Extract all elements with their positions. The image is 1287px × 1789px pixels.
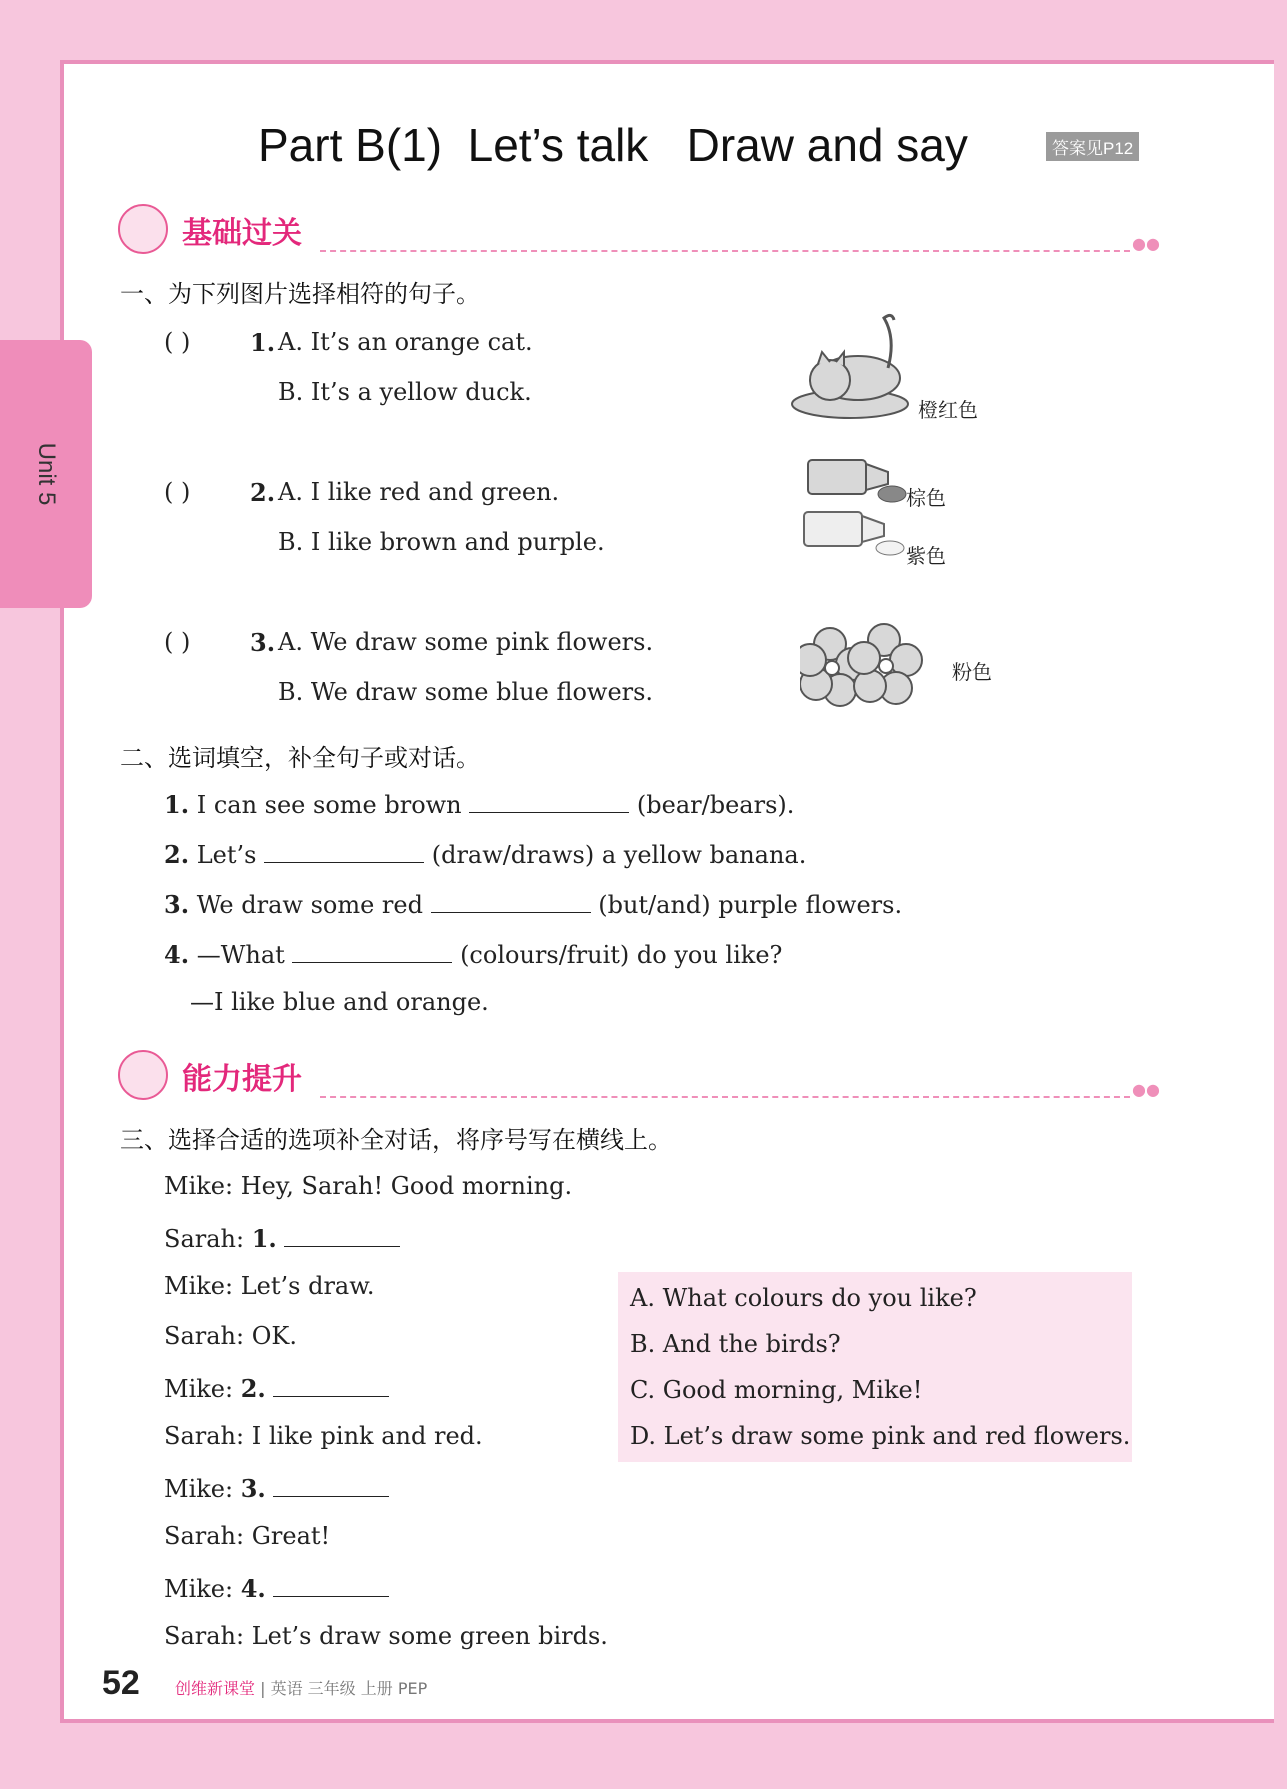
fill-item-4-number: 4. <box>164 940 190 969</box>
dialog-line-4 <box>164 1322 297 1350</box>
fill-item-3-choice: (but/and) purple flowers. <box>598 891 903 919</box>
dialog-line-1 <box>164 1172 572 1200</box>
fill-item-2 <box>164 838 806 869</box>
option-b: B. And the birds? <box>630 1330 841 1358</box>
dialog-speaker: Sarah: <box>164 1225 245 1253</box>
section2-title: 能力提升 <box>182 1062 302 1097</box>
fill-item-1 <box>164 788 794 819</box>
dialog-text: Great! <box>251 1522 331 1550</box>
dialog-text: Let’s draw some green birds. <box>251 1622 608 1650</box>
q1-option-b: B. It’s a yellow duck. <box>278 378 532 406</box>
dialog-speaker: Sarah: <box>164 1322 245 1350</box>
dialog-speaker: Sarah: <box>164 1522 245 1550</box>
dialog-text: Hey, Sarah! Good morning. <box>240 1172 573 1200</box>
fill-item-2-blank[interactable] <box>264 838 424 863</box>
dialog-blank-2[interactable] <box>273 1372 389 1397</box>
fill-item-1-text: I can see some brown <box>196 791 462 819</box>
fill-item-1-number: 1. <box>164 790 190 819</box>
dialog-line-5 <box>164 1372 389 1403</box>
dialog-speaker: Mike: <box>164 1375 234 1403</box>
q1-number: 1. <box>250 328 276 357</box>
answer-reference-badge: 答案见P12 <box>1046 132 1139 161</box>
dialog-speaker: Mike: <box>164 1475 234 1503</box>
dialog-line-9 <box>164 1572 389 1603</box>
q3-option-a: A. We draw some pink flowers. <box>278 628 654 656</box>
page-title: Part B(1) Let’s talk Draw and say <box>258 119 968 171</box>
fill-item-1-choice: (bear/bears). <box>636 791 795 819</box>
dialog-blank-1[interactable] <box>284 1222 400 1247</box>
dialog-line-8 <box>164 1522 330 1550</box>
q3-answer-bracket[interactable]: ( ) <box>164 628 191 656</box>
footer-info <box>175 1676 427 1699</box>
unit-tab <box>0 340 92 608</box>
footer-brand: 创维新课堂 <box>175 1679 256 1698</box>
dialog-text: OK. <box>251 1322 297 1350</box>
unit-tab-label: Unit 5 <box>33 442 60 506</box>
q1-answer-bracket[interactable]: ( ) <box>164 328 191 356</box>
q1-option-a: A. It’s an orange cat. <box>278 328 533 356</box>
part3-heading: 三、选择合适的选项补全对话，将序号写在横线上。 <box>120 1126 672 1154</box>
fill-item-3-blank[interactable] <box>431 888 591 913</box>
dialog-speaker: Mike: <box>164 1272 234 1300</box>
q1-color-label: 橙红色 <box>918 398 978 422</box>
q2-number: 2. <box>250 478 276 507</box>
section1-dots-icon: ●● <box>1132 234 1160 253</box>
dialog-line-6 <box>164 1422 483 1450</box>
footer-book-info: | 英语 三年级 上册 PEP <box>260 1679 428 1698</box>
dialog-blank-3[interactable] <box>273 1472 389 1497</box>
q2-color-label-brown: 棕色 <box>906 486 946 510</box>
fill-item-3-number: 3. <box>164 890 190 919</box>
fill-item-4-blank[interactable] <box>292 938 452 963</box>
dialog-blank-4[interactable] <box>273 1572 389 1597</box>
dialog-speaker: Sarah: <box>164 1422 245 1450</box>
dialog-speaker: Sarah: <box>164 1622 245 1650</box>
q3-option-b: B. We draw some blue flowers. <box>278 678 654 706</box>
dialog-line-3 <box>164 1272 375 1300</box>
paint-tubes-icon <box>800 454 908 564</box>
fill-item-2-choice: (draw/draws) a yellow banana. <box>431 841 807 869</box>
fill-item-4-choice: (colours/fruit) do you like? <box>460 941 783 969</box>
q2-answer-bracket[interactable]: ( ) <box>164 478 191 506</box>
dialog-line-7 <box>164 1472 389 1503</box>
part1-heading: 一、为下列图片选择相符的句子。 <box>120 280 480 308</box>
dialog-speaker: Mike: <box>164 1172 234 1200</box>
dialog-line-10 <box>164 1622 608 1650</box>
q2-color-label-purple: 紫色 <box>906 544 946 568</box>
part2-heading: 二、选词填空，补全句子或对话。 <box>120 744 480 772</box>
fill-item-3 <box>164 888 902 919</box>
boy-avatar-icon <box>118 1050 168 1100</box>
fill-item-1-blank[interactable] <box>469 788 629 813</box>
fill-item-2-text: Let’s <box>196 841 257 869</box>
option-a: A. What colours do you like? <box>630 1284 977 1312</box>
dialog-blank-number: 2. <box>240 1374 266 1403</box>
option-c: C. Good morning, Mike! <box>630 1376 923 1404</box>
q3-number: 3. <box>250 628 276 657</box>
fill-item-4-reply: —I like blue and orange. <box>190 988 489 1016</box>
section2-dots-icon: ●● <box>1132 1080 1160 1099</box>
flowers-picture-icon <box>800 614 950 714</box>
fill-item-2-number: 2. <box>164 840 190 869</box>
section2-divider <box>320 1096 1130 1098</box>
dialog-text: I like pink and red. <box>251 1422 483 1450</box>
dialog-speaker: Mike: <box>164 1575 234 1603</box>
page-number: 52 <box>102 1664 140 1702</box>
dialog-text: Let’s draw. <box>240 1272 375 1300</box>
girl-avatar-icon <box>118 204 168 254</box>
fill-item-4 <box>164 938 782 969</box>
q2-option-a: A. I like red and green. <box>278 478 560 506</box>
q3-color-label: 粉色 <box>952 660 992 684</box>
section1-divider <box>320 250 1130 252</box>
dialog-blank-number: 4. <box>240 1574 266 1603</box>
dialog-blank-number: 3. <box>240 1474 266 1503</box>
section1-title: 基础过关 <box>182 216 302 251</box>
fill-item-4-text: —What <box>196 941 285 969</box>
fill-item-3-text: We draw some red <box>196 891 423 919</box>
dialog-blank-number: 1. <box>251 1224 277 1253</box>
q2-option-b: B. I like brown and purple. <box>278 528 605 556</box>
cat-picture-icon <box>788 308 918 428</box>
dialog-line-2 <box>164 1222 400 1253</box>
option-d: D. Let’s draw some pink and red flowers. <box>630 1422 1131 1450</box>
